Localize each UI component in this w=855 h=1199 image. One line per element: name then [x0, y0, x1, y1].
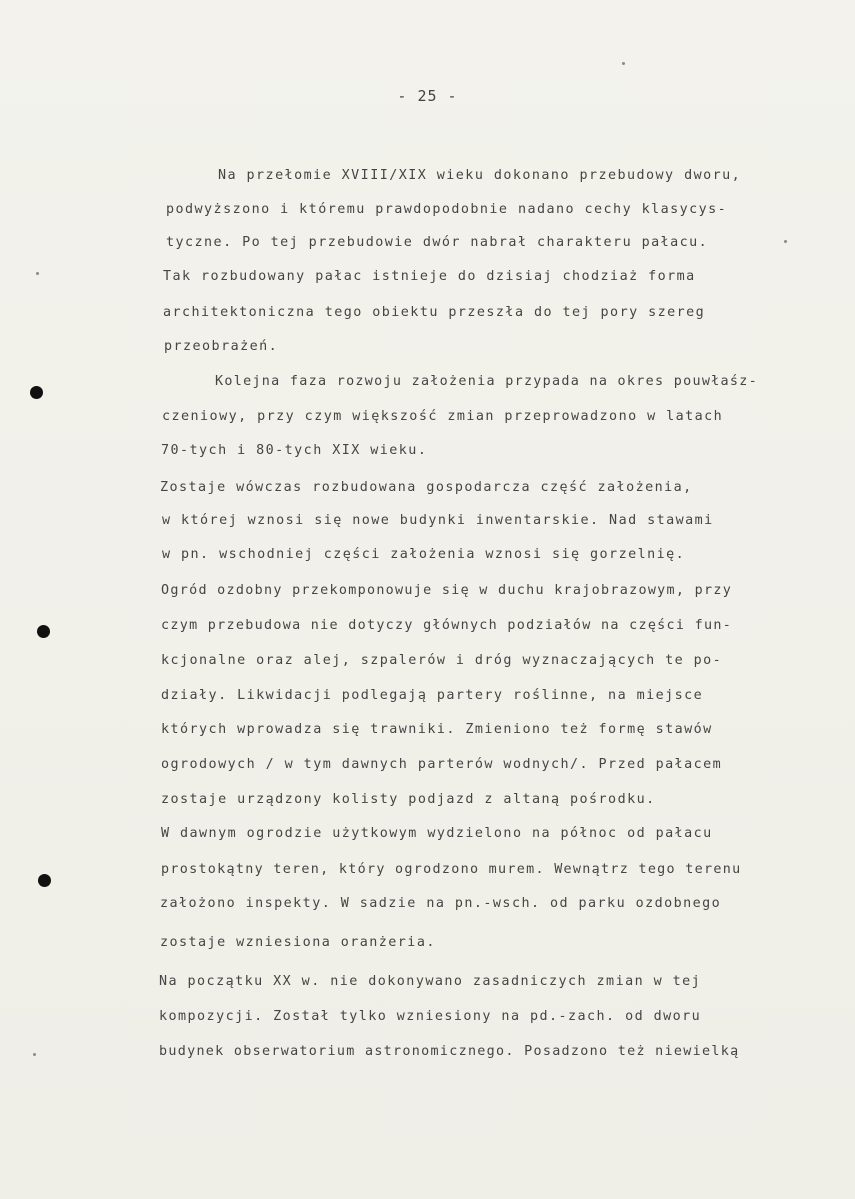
text-line-4: Tak rozbudowany pałac istnieje do dzisiaj chodziaż forma [163, 269, 696, 284]
punch-hole-1 [30, 386, 43, 399]
text-line-7: Kolejna faza rozwoju założenia przypada na okres pouwłaśz- [215, 374, 758, 389]
text-line-3: tyczne. Po tej przebudowie dwór nabrał charakteru pałacu. [166, 235, 709, 250]
punch-hole-3 [38, 874, 51, 887]
punch-hole-2 [37, 625, 50, 638]
text-line-16: działy. Likwidacji podlegają partery roślinne, na miejsce [161, 688, 704, 703]
text-line-15: kcjonalne oraz alej, szpalerów i dróg wyznaczających te po- [161, 653, 723, 668]
text-line-6: przeobrażeń. [164, 339, 279, 354]
text-line-10: Zostaje wówczas rozbudowana gospodarcza część założenia, [160, 480, 693, 495]
paper-speck [36, 272, 39, 275]
text-line-13: Ogród ozdobny przekomponowuje się w duchu krajobrazowym, przy [161, 583, 733, 598]
text-line-20: W dawnym ogrodzie użytkowym wydzielono na północ od pałacu [161, 826, 713, 841]
text-line-19: zostaje urządzony kolisty podjazd z altaną pośrodku. [161, 792, 656, 807]
text-line-23: zostaje wzniesiona oranżeria. [160, 935, 436, 950]
text-line-1: Na przełomie XVIII/XIX wieku dokonano przebudowy dworu, [218, 168, 742, 183]
page-number: - 25 - [397, 87, 458, 105]
text-line-14: czym przebudowa nie dotyczy głównych podziałów na części fun- [161, 618, 733, 633]
text-line-2: podwyższono i któremu prawdopodobnie nadano cechy klasycys- [166, 202, 728, 217]
paper-speck [622, 62, 625, 65]
text-line-25: kompozycji. Został tylko wzniesiony na pd.-zach. od dworu [159, 1009, 702, 1024]
paper-speck [784, 240, 787, 243]
text-line-11: w której wznosi się nowe budynki inwentarskie. Nad stawami [162, 513, 714, 528]
text-line-12: w pn. wschodniej części założenia wznosi się gorzelnię. [162, 547, 686, 562]
text-line-17: których wprowadza się trawniki. Zmieniono też formę stawów [161, 722, 713, 737]
text-line-5: architektoniczna tego obiektu przeszła do tej pory szereg [163, 305, 706, 320]
text-line-26: budynek obserwatorium astronomicznego. Posadzono też niewielką [159, 1044, 740, 1059]
text-line-8: czeniowy, przy czym większość zmian przeprowadzono w latach [162, 409, 724, 424]
text-line-21: prostokątny teren, który ogrodzono murem. Wewnątrz tego terenu [161, 862, 742, 877]
text-line-9: 70-tych i 80-tych XIX wieku. [161, 443, 428, 458]
text-line-18: ogrodowych / w tym dawnych parterów wodnych/. Przed pałacem [161, 757, 723, 772]
text-line-24: Na początku XX w. nie dokonywano zasadniczych zmian w tej [159, 974, 702, 989]
paper-speck [33, 1053, 36, 1056]
text-line-22: założono inspekty. W sadzie na pn.-wsch. od parku ozdobnego [160, 896, 722, 911]
